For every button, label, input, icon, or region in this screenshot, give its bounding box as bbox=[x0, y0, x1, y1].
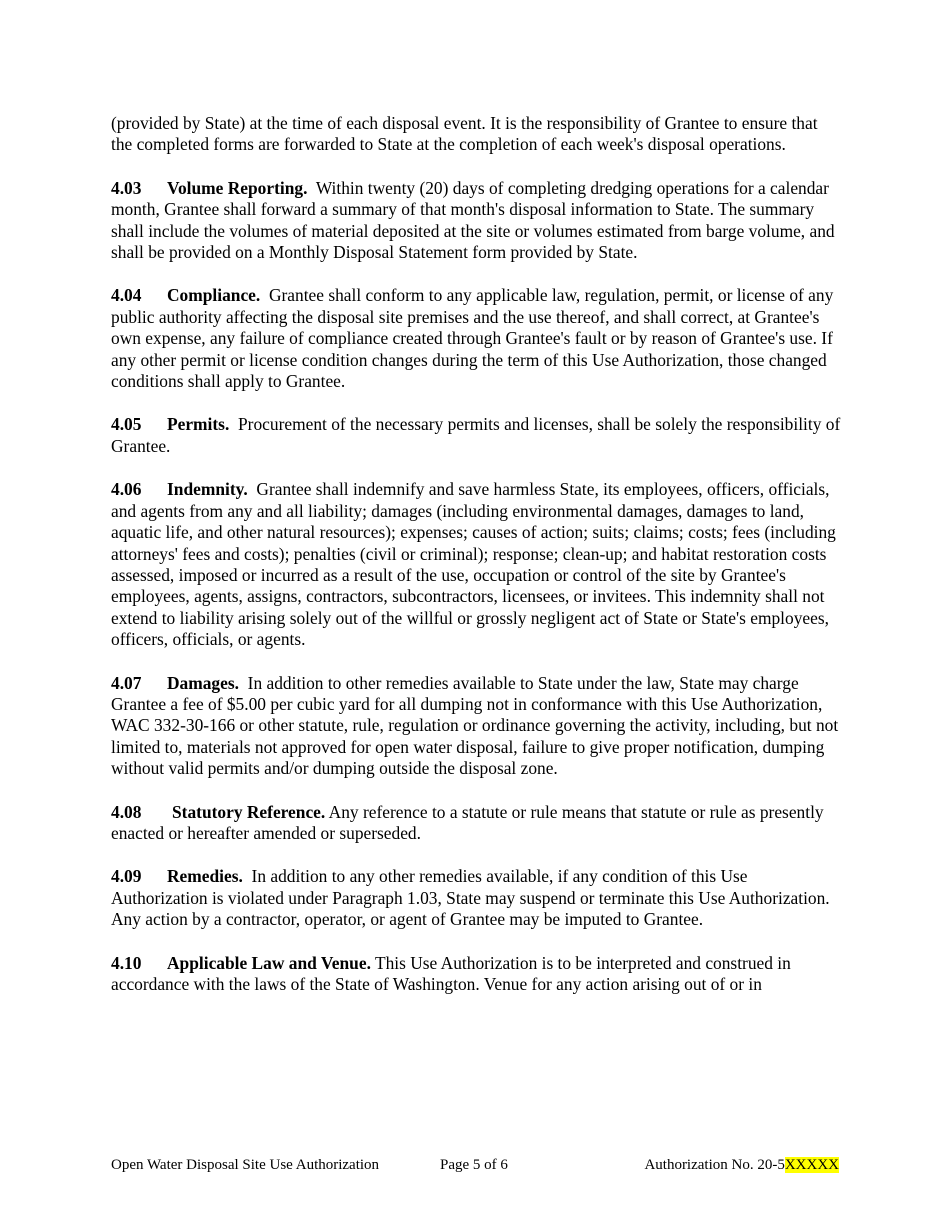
document-body bbox=[111, 113, 841, 1017]
section-title: Indemnity. bbox=[167, 479, 248, 500]
intro-paragraph: (provided by State) at the time of each disposal event. It is the responsibility of Grantee to ensure that the completed forms are forwarded to State at the completion of each week's disposal operations. bbox=[111, 113, 818, 155]
section-number: 4.06 bbox=[111, 479, 142, 500]
footer-page-number: Page 5 of 6 bbox=[440, 1157, 508, 1173]
section-4-04 bbox=[111, 285, 841, 392]
section-number: 4.05 bbox=[111, 414, 142, 435]
section-4-05 bbox=[111, 414, 841, 457]
section-number: 4.04 bbox=[111, 285, 142, 306]
section-text: In addition to any other remedies available, if any condition of this Use Authorization is violated under Paragraph 1.03, State may suspend or terminate this Use Authorization. Any action by a contractor, operator, or agent of Grantee may be imputed to Grantee. bbox=[111, 866, 830, 930]
section-4-07 bbox=[111, 673, 841, 780]
section-title: Statutory Reference. bbox=[172, 801, 326, 822]
section-number: 4.07 bbox=[111, 672, 142, 693]
section-text: Within twenty (20) days of completing dredging operations for a calendar month, Grantee shall forward a summary of that month's disposal information to State. The summary shall include the volumes of material deposited at the site or volumes estimated from barge volume, and shall be provided on a Monthly Disposal Statement form provided by State. bbox=[111, 177, 835, 263]
section-4-08 bbox=[111, 802, 841, 845]
section-4-09 bbox=[111, 866, 841, 930]
authorization-number-placeholder: XXXXX bbox=[784, 1157, 839, 1173]
section-4-06 bbox=[111, 479, 841, 650]
page-footer bbox=[111, 1155, 839, 1175]
section-title: Permits. bbox=[167, 414, 230, 435]
section-4-03 bbox=[111, 178, 841, 264]
section-number: 4.03 bbox=[111, 177, 142, 198]
section-text: Grantee shall indemnify and save harmless State, its employees, officers, officials, and agents from any and all liability; damages (including environmental damages, damages to land, aquatic life, and other natural resources); expenses; causes of action; suits; claims; costs; fees (including attorneys' fees and costs); penalties (civil or criminal); response; clean-up; and habitat restoration costs assessed, imposed or incurred as a result of the use, occupation or control of the site by Grantee's employees, agents, assigns, contractors, subcontractors, licensees, or invitees. This indemnity shall not extend to liability arising solely out of the willful or grossly negligent act of State or State's employees, officers, officials, or agents. bbox=[111, 479, 836, 650]
section-text: Procurement of the necessary permits and licenses, shall be solely the responsibility of Grantee. bbox=[111, 414, 841, 456]
section-number: 4.08 bbox=[111, 801, 142, 822]
section-text: Grantee shall conform to any applicable law, regulation, permit, or license of any public authority affecting the disposal site premises and the use thereof, and shall correct, at Grantee's own expense, any failure of compliance created through Grantee's fault or by reason of Grantee's use. If any other permit or license condition changes during the term of this Use Authorization, those changed conditions shall apply to Grantee. bbox=[111, 285, 834, 392]
authorization-number-prefix: Authorization No. 20-5 bbox=[644, 1157, 785, 1173]
section-4-10 bbox=[111, 953, 841, 996]
section-text: Any reference to a statute or rule means that statute or rule as presently enacted or hereafter amended or superseded. bbox=[111, 801, 824, 843]
section-number: 4.09 bbox=[111, 866, 142, 887]
footer-authorization-number bbox=[644, 1155, 839, 1175]
section-text: In addition to other remedies available to State under the law, State may charge Grantee a fee of $5.00 per cubic yard for all dumping not in conformance with this Use Authorization, WAC 332-30-166 or other statute, rule, regulation or ordinance governing the activity, including, but not limited to, materials not approved for open water disposal, failure to give proper notification, dumping without valid permits and/or dumping outside the disposal zone. bbox=[111, 672, 839, 779]
section-title: Compliance. bbox=[167, 285, 261, 306]
section-text: This Use Authorization is to be interpreted and construed in accordance with the laws of the State of Washington. Venue for any action arising out of or in bbox=[111, 952, 791, 994]
section-title: Applicable Law and Venue. bbox=[167, 952, 371, 973]
section-title: Damages. bbox=[167, 672, 239, 693]
footer-document-title: Open Water Disposal Site Use Authorization bbox=[111, 1157, 380, 1173]
section-number: 4.10 bbox=[111, 952, 142, 973]
section-title: Volume Reporting. bbox=[167, 177, 308, 198]
section-title: Remedies. bbox=[167, 866, 243, 887]
